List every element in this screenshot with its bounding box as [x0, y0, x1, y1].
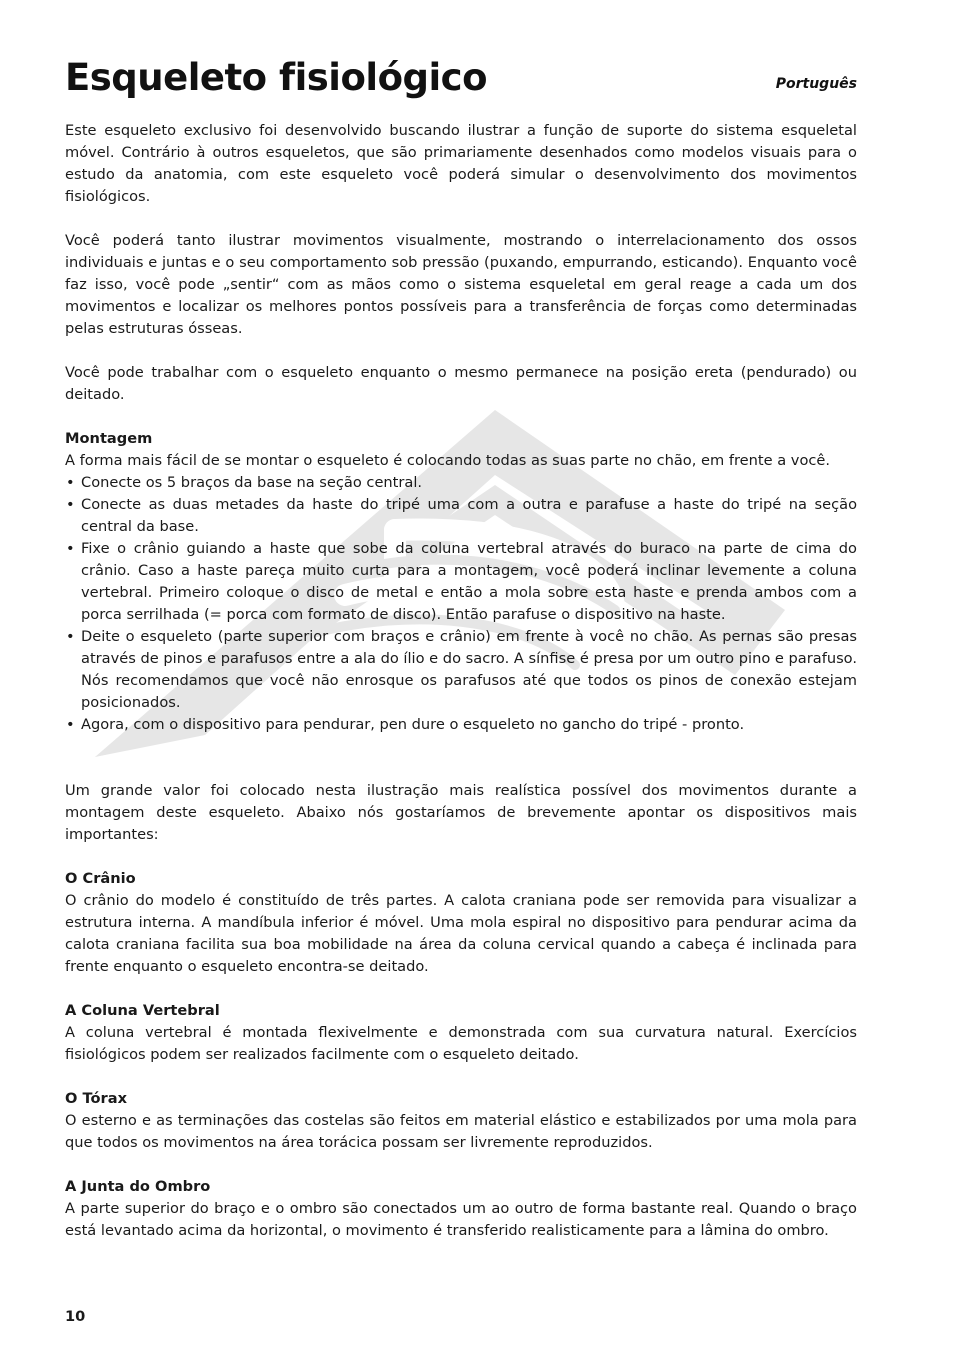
spine-section: [65, 1000, 857, 1066]
list-item: • Conecte as duas metades da haste do tripé uma com a outra e parafuse a haste do tripé na seção central da base.: [65, 494, 857, 538]
page-number: 10: [65, 1308, 86, 1325]
shoulder-heading: A Junta do Ombro: [65, 1178, 211, 1195]
thorax-section: [65, 1088, 857, 1154]
shoulder-section: [65, 1176, 857, 1242]
thorax-heading: O Tórax: [65, 1090, 127, 1107]
page-header: [65, 56, 857, 108]
assembly-intro: A forma mais fácil de se montar o esqueleto é colocando todas as suas parte no chão, em frente a você.: [65, 452, 831, 469]
thorax-body: O esterno e as terminações das costelas são feitos em material elástico e estabilizados por uma mola para que todos os movimentos na área torácica possam ser livremente reproduzidos.: [65, 1112, 857, 1151]
assembly-steps-list: [65, 472, 857, 736]
page-title: Esqueleto fisiológico: [65, 56, 488, 99]
shoulder-body: A parte superior do braço e o ombro são conectados um ao outro de forma bastante real. Quando o braço está levantado acima da horizontal, o movimento é transferido realisticamente para a lâmina do ombro.: [65, 1200, 857, 1239]
devices-intro-paragraph: Um grande valor foi colocado nesta ilustração mais realística possível dos movimentos durante a montagem deste esqueleto. Abaixo nós gostaríamos de brevemente apontar os dispositivos mais importantes:: [65, 782, 857, 843]
list-item: • Fixe o crânio guiando a haste que sobe da coluna vertebral através do buraco na parte de cima do crânio. Caso a haste pareça muito curta para a montagem, você poderá inclinar levemente a coluna vertebral. Primeiro coloque o disco de metal e então a mola sobre esta haste e prenda ambos com a porca serrilhada (= porca com formato de disco). Então parafuse o dispositivo na haste.: [65, 538, 857, 626]
skull-section: [65, 868, 857, 978]
list-item: • Deite o esqueleto (parte superior com braços e crânio) em frente à você no chão. As pernas são presas através de pinos e parafusos entre a ala do ílio e do sacro. A sínfise é presa por um outro pino e parafuso. Nós recomendamos que você não enrosque os parafusos até que todos os pinos de conexão estejam posicionados.: [65, 626, 857, 714]
list-item: • Conecte os 5 braços da base na seção central.: [65, 472, 857, 494]
assembly-heading: Montagem: [65, 430, 153, 447]
assembly-section: [65, 428, 857, 736]
spine-body: A coluna vertebral é montada flexivelmente e demonstrada com sua curvatura natural. Exercícios fisiológicos podem ser realizados facilmente com o esqueleto deitado.: [65, 1024, 857, 1063]
skull-heading: O Crânio: [65, 870, 136, 887]
intro-paragraph-1: Este esqueleto exclusivo foi desenvolvido buscando ilustrar a função de suporte do sistema esqueletal móvel. Contrário à outros esqueletos, que são primariamente desenhados como modelos visuais para o estudo da anatomia, com este esqueleto você poderá simular o desenvolvimento dos movimentos fisiológicos.: [65, 122, 857, 205]
list-item: • Agora, com o dispositivo para pendurar, pen dure o esqueleto no gancho do tripé - pronto.: [65, 714, 857, 736]
language-label: Português: [775, 76, 857, 92]
intro-paragraph-3: Você pode trabalhar com o esqueleto enquanto o mesmo permanece na posição ereta (pendurado) ou deitado.: [65, 364, 857, 403]
document-page: [65, 56, 857, 1242]
intro-paragraph-2: Você poderá tanto ilustrar movimentos visualmente, mostrando o interrelacionamento dos ossos individuais e juntas e o seu comportamento sob pressão (puxando, empurrando, esticando). Enquanto você faz isso, você pode „sentir“ com as mãos como o sistema esqueletal em geral reage a cada um dos movimentos e localizar os melhores pontos possíveis para a transferência de forças como determinadas pelas estruturas ósseas.: [65, 232, 857, 337]
spine-heading: A Coluna Vertebral: [65, 1002, 220, 1019]
skull-body: O crânio do modelo é constituído de três partes. A calota craniana pode ser removida para visualizar a estrutura interna. A mandíbula inferior é móvel. Uma mola espiral no dispositivo para pendurar acima da calota craniana facilita sua boa mobilidade na área da coluna cervical quando a cabeça é inclinada para frente enquanto o esqueleto encontra-se deitado.: [65, 892, 857, 975]
